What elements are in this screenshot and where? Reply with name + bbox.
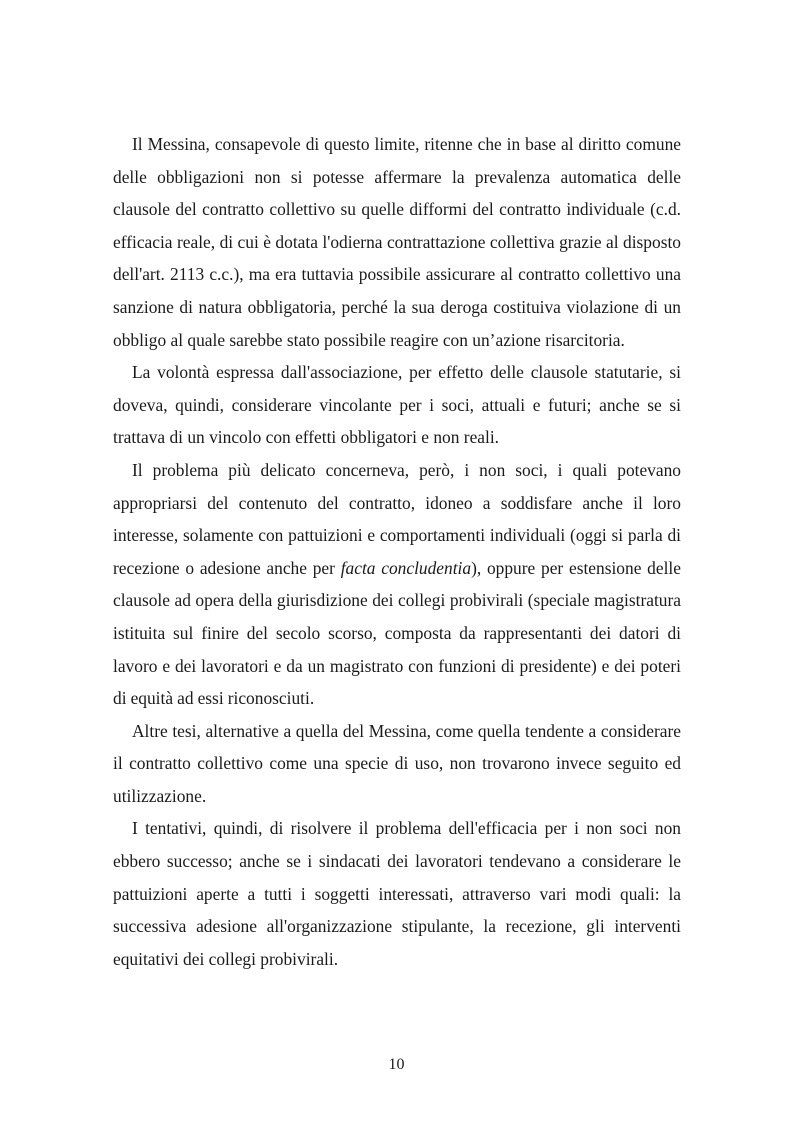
paragraph-other-theses — [113, 715, 681, 813]
paragraph-association-will — [113, 356, 681, 454]
paragraph-text: ), oppure per estensione delle clausole ad opera della giurisdizione dei collegi probivirali (speciale magistratura istituita sul finire del secolo scorso, composta da rappresentanti dei datori di lavoro e dei lavoratori e da un magistrato con funzioni di presidente) e dei poteri di equità ad essi riconosciuti. — [113, 557, 681, 709]
paragraph-text: Il Messina, consapevole di questo limite, ritenne che in base al diritto comune delle obbligazioni non si potesse affermare la prevalenza automatica delle clausole del contratto collettivo su quelle difformi del contratto individuale (c.d. efficacia reale, di cui è dotata l'odierna contrattazione collettiva grazie al disposto dell'art. 2113 c.c.), ma era tuttavia possibile assicurare al contratto collettivo una sanzione di natura obbligatoria, perché la sua deroga costituiva violazione di un obbligo al quale sarebbe stato possibile reagire con un’azione risarcitoria. — [113, 134, 681, 350]
paragraph-non-members — [113, 454, 681, 715]
paragraph-attempts — [113, 812, 681, 975]
latin-term: facta concludentia — [340, 557, 472, 578]
paragraph-messina-thesis — [113, 128, 681, 356]
paragraph-text: Altre tesi, alternative a quella del Messina, come quella tendente a considerare il contratto collettivo come una specie di uso, non trovarono invece seguito ed utilizzazione. — [113, 720, 681, 806]
paragraph-text: I tentativi, quindi, di risolvere il problema dell'efficacia per i non soci non ebbero successo; anche se i sindacati dei lavoratori tendevano a considerare le pattuizioni aperte a tutti i soggetti interessati, attraverso vari modi quali: la successiva adesione all'organizzazione stipulante, la recezione, gli interventi equitativi dei collegi probivirali. — [113, 818, 681, 969]
body-text — [113, 128, 681, 975]
paragraph-text: La volontà espressa dall'associazione, per effetto delle clausole statutarie, si doveva, quindi, considerare vincolante per i soci, attuali e futuri; anche se si trattava di un vincolo con effetti obbligatori e non reali. — [113, 362, 681, 448]
paragraph-text: Il problema più delicato concerneva, però, i non soci, i quali potevano appropriarsi del contenuto del contratto, idoneo a soddisfare anche il loro interesse, solamente con pattuizioni e comportamenti individuali (oggi si parla di recezione o adesione anche per — [113, 459, 681, 578]
page-number: 10 — [388, 1056, 405, 1073]
